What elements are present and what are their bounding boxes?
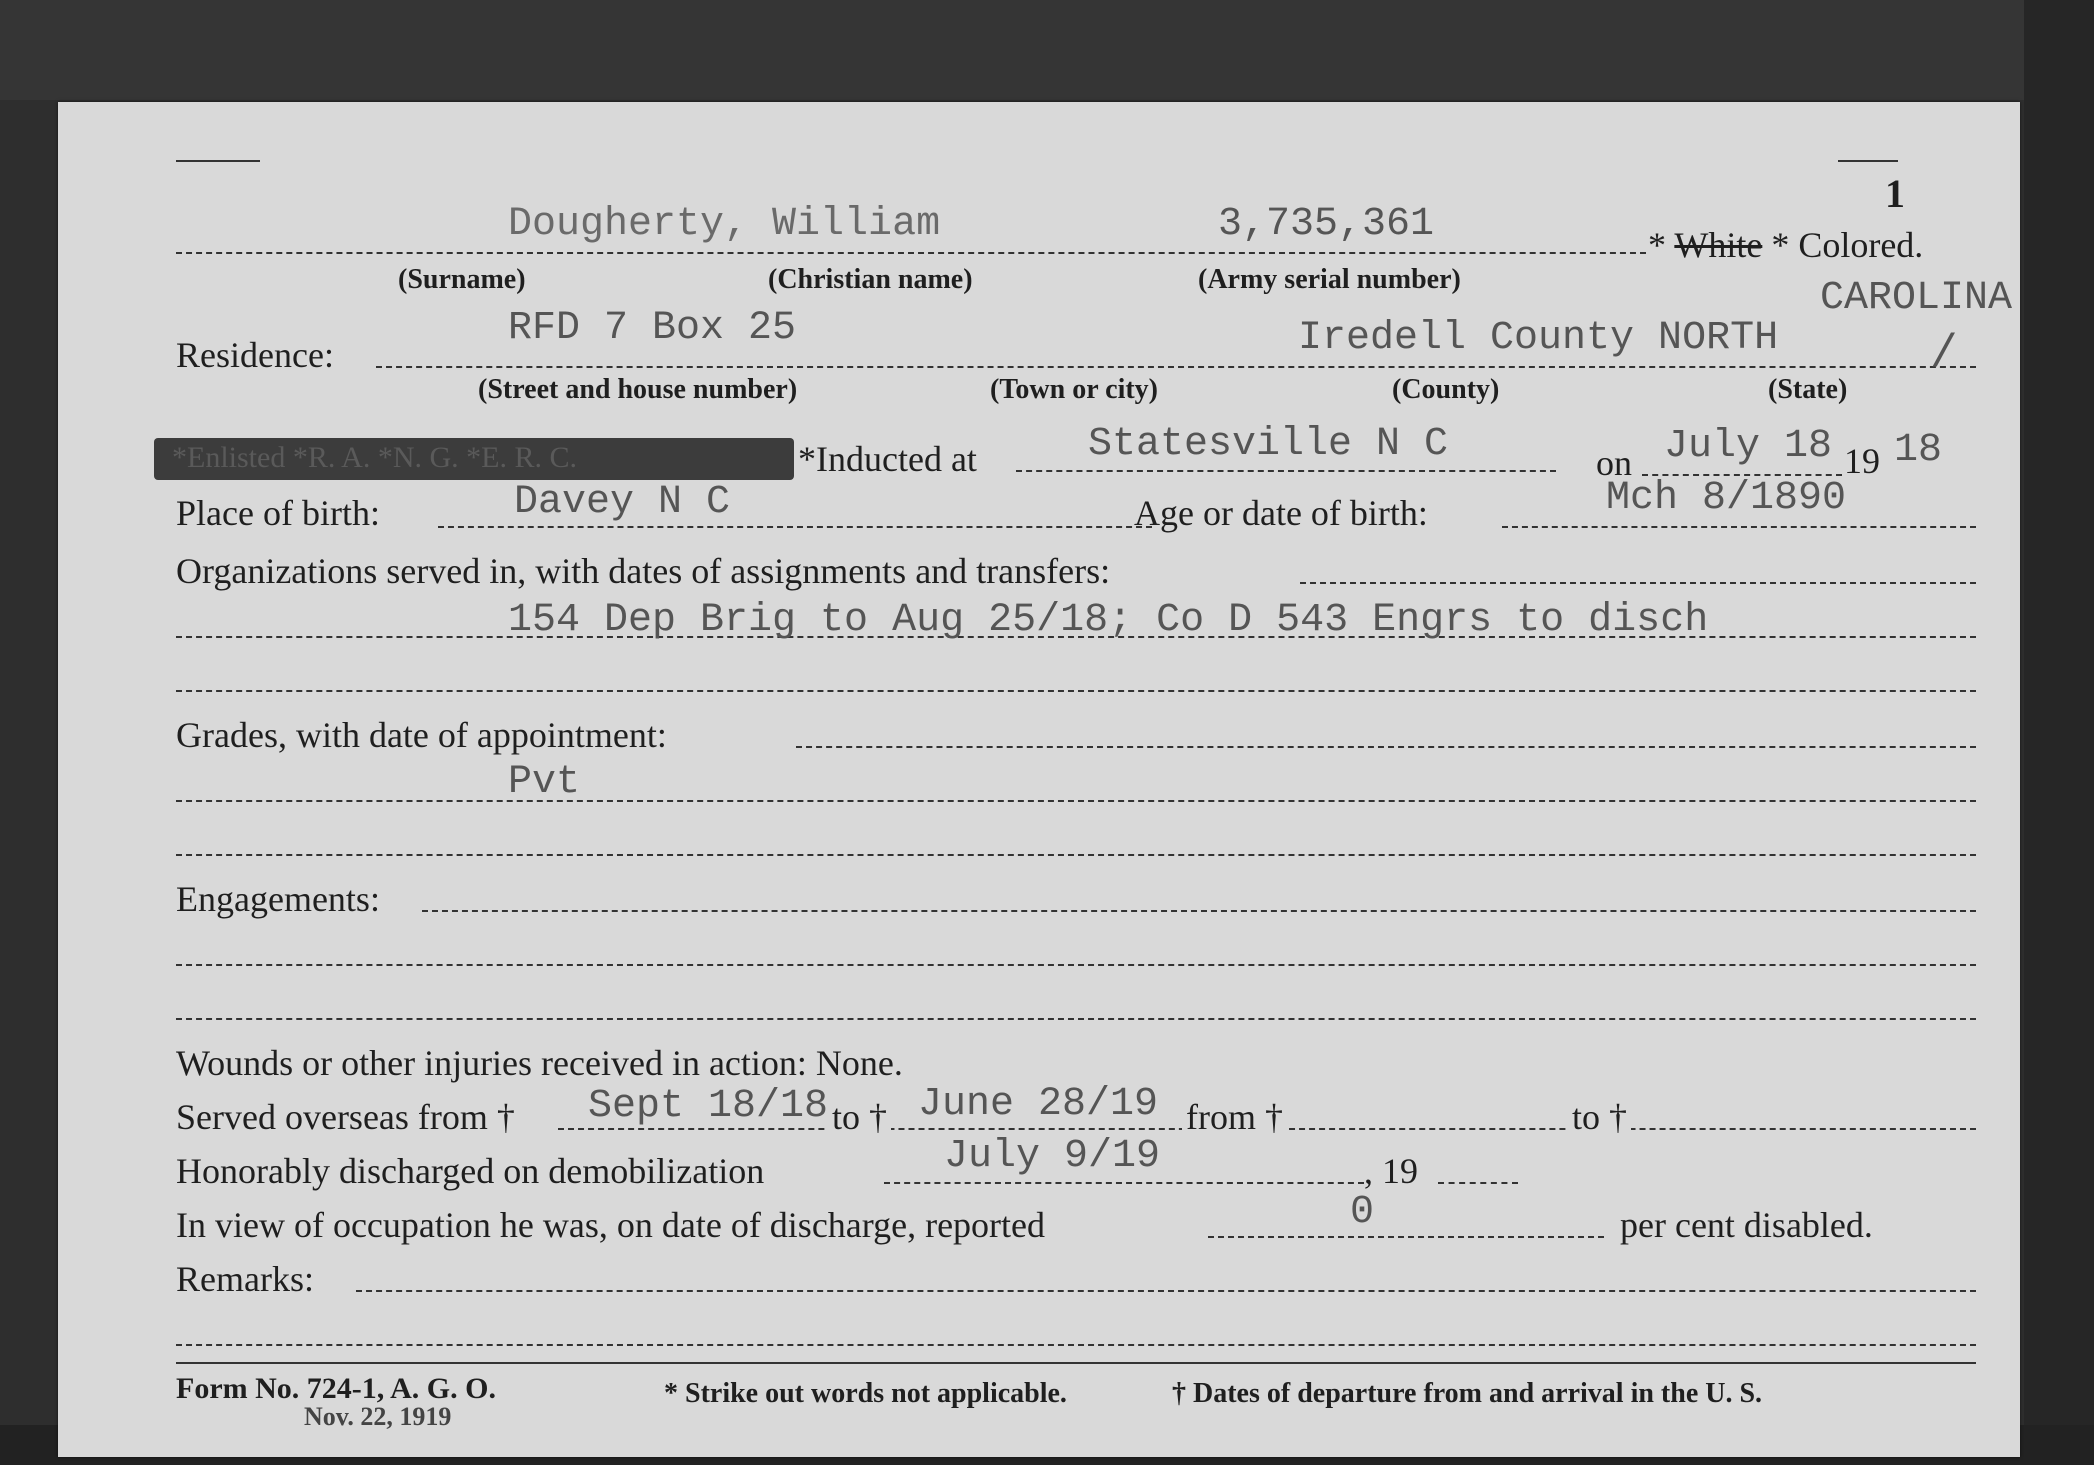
- top-right-rule: [1838, 160, 1898, 162]
- residence-state-extra-typed: CAROLINA: [1820, 276, 2013, 321]
- inducted-label: *Inducted at: [798, 439, 977, 479]
- surname-caption: (Surname): [398, 264, 526, 295]
- engagements-line-2: [176, 964, 1976, 966]
- inducted-place-line: [1016, 470, 1556, 472]
- name-typed: Dougherty, William: [508, 202, 941, 247]
- footnote-strike: * Strike out words not applicable.: [664, 1378, 1067, 1409]
- engagements-line-1: [422, 910, 1976, 912]
- state-caption: (State): [1768, 374, 1848, 405]
- overseas-to2-label: to †: [1568, 1096, 1631, 1138]
- top-left-rule: [176, 160, 260, 162]
- disability-suffix: per cent disabled.: [1620, 1205, 1873, 1245]
- overseas-from2-label: from †: [1182, 1096, 1287, 1138]
- county-caption: (County): [1392, 374, 1500, 405]
- residence-slash: /: [1930, 328, 1958, 380]
- discharge-year-label: , 19: [1364, 1151, 1418, 1191]
- discharge-year-line: [1438, 1182, 1518, 1184]
- footer-rule: [176, 1362, 1976, 1364]
- residence-line: [376, 366, 1976, 368]
- wounds-label: Wounds or other injuries received in action: None.: [176, 1043, 903, 1083]
- card-number: 1: [1885, 171, 1905, 216]
- remarks-line-1: [356, 1290, 1976, 1292]
- residence-county-typed: Iredell County NORTH: [1298, 316, 1779, 361]
- service-record-card: [58, 102, 2020, 1457]
- overseas-to-typed: June 28/19: [918, 1082, 1159, 1127]
- overseas-from-typed: Sept 18/18: [588, 1084, 829, 1129]
- birth-date-label: Age or date of birth:: [1134, 493, 1428, 533]
- overseas-to-label: to †: [828, 1096, 891, 1138]
- on-label: on: [1596, 443, 1632, 483]
- birth-place-typed: Davey N C: [514, 480, 731, 525]
- street-caption: (Street and house number): [478, 374, 798, 405]
- redaction-bar: [154, 438, 794, 480]
- residence-street-typed: RFD 7 Box 25: [508, 306, 797, 351]
- overseas-from-label: Served overseas from †: [176, 1097, 515, 1137]
- town-caption: (Town or city): [990, 374, 1158, 405]
- birth-date-typed: Mch 8/1890: [1606, 476, 1847, 521]
- engagements-label: Engagements:: [176, 879, 380, 919]
- discharge-line: [884, 1182, 1364, 1184]
- grades-line-2: [176, 800, 1976, 802]
- serial-caption: (Army serial number): [1198, 264, 1461, 295]
- disability-value-typed: 0: [1350, 1190, 1375, 1235]
- christian-name-caption: (Christian name): [768, 264, 973, 295]
- grades-entry-typed: Pvt: [508, 760, 581, 805]
- grades-label: Grades, with date of appointment:: [176, 715, 667, 755]
- redacted-enlistment-text: *Enlisted *R. A. *N. G. *E. R. C.: [172, 441, 578, 474]
- disability-line: [1208, 1236, 1604, 1238]
- remarks-line-2: [176, 1344, 1976, 1346]
- remarks-label: Remarks:: [176, 1259, 314, 1299]
- disability-label: In view of occupation he was, on date of discharge, reported: [176, 1205, 1046, 1245]
- discharge-label: Honorably discharged on demobilization: [176, 1151, 765, 1191]
- induction-date-typed: July 18: [1664, 424, 1833, 469]
- discharge-date-typed: July 9/19: [944, 1134, 1161, 1179]
- birth-place-label: Place of birth:: [176, 493, 380, 533]
- engagements-line-3: [176, 1018, 1976, 1020]
- footnote-dates: † Dates of departure from and arrival in the U. S.: [1172, 1378, 1763, 1409]
- scanner-background-top: [0, 0, 2094, 100]
- race-label: * White * Colored.: [1648, 225, 1924, 265]
- grades-line-3: [176, 854, 1976, 856]
- name-line: [176, 252, 1646, 254]
- induction-year-typed: 18: [1894, 428, 1943, 473]
- organizations-label: Organizations served in, with dates of assignments and transfers:: [176, 551, 1111, 591]
- serial-typed: 3,735,361: [1218, 202, 1435, 247]
- form-date: Nov. 22, 1919: [304, 1402, 452, 1431]
- organizations-line-1: [1300, 582, 1976, 584]
- induction-year-label: 19: [1844, 441, 1880, 481]
- birth-date-line: [1502, 526, 1976, 528]
- inducted-place-typed: Statesville N C: [1088, 422, 1449, 467]
- scanner-background-right: [2024, 0, 2094, 1465]
- form-number: Form No. 724-1, A. G. O.: [176, 1372, 496, 1405]
- grades-line-1: [796, 746, 1976, 748]
- residence-label: Residence:: [176, 335, 334, 375]
- organizations-line-3: [176, 690, 1976, 692]
- organizations-entry-typed: 154 Dep Brig to Aug 25/18; Co D 543 Engrs to disch: [508, 598, 1709, 643]
- birth-place-line: [438, 526, 1152, 528]
